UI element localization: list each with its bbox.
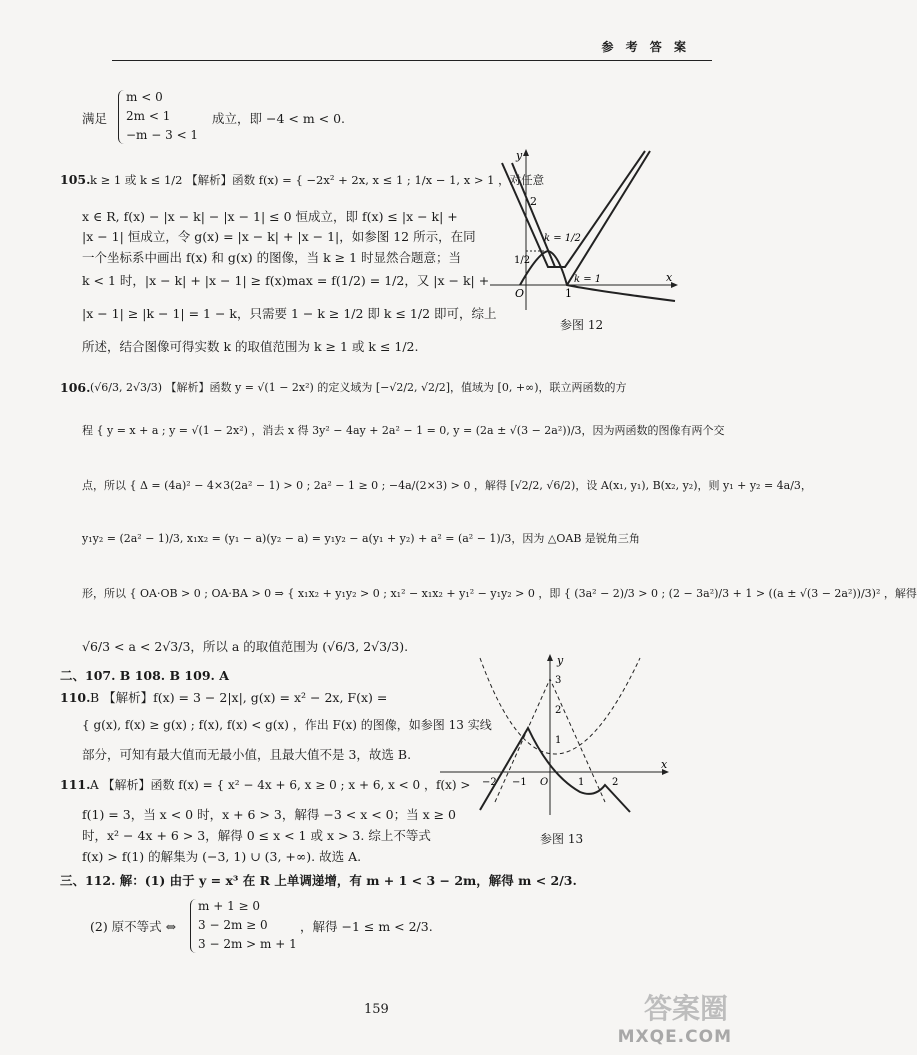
question-105-line-f: |x − 1| ≥ |k − 1| = 1 − k，只需要 1 − k ≥ 1/2 即 k ≤ 1/2 即可，综上 <box>82 306 497 321</box>
section-3-q112-part1: 三、112. 解：(1) 由于 y = x³ 在 R 上单调递增，有 m + 1 < 3 − 2m，解得 m < 2/3. <box>60 873 577 888</box>
figure-12-caption: 参图 12 <box>560 318 604 332</box>
g-curve-k-half <box>502 151 645 267</box>
question-105-line-e: k < 1 时，|x − k| + |x − 1| ≥ f(x)max = f(1/2) = 1/2，又 |x − k| + <box>82 273 490 288</box>
brace <box>190 899 196 953</box>
text-l1-suffix: 成立，即 −4 < m < 0. <box>212 111 346 126</box>
figure-13-caption: 参图 13 <box>540 832 584 846</box>
question-111-line-d: f(x) > f(1) 的解集为 (−3, 1) ∪ (3, +∞). 故选 A. <box>82 849 362 864</box>
question-110-line-c: 部分，可知有最大值而无最小值，且最大值不是 3，故选 B. <box>82 747 412 762</box>
page-header-title: 参 考 答 案 <box>601 40 690 54</box>
question-106-line-a: (√6/3, 2√3/3) 【解析】函数 y = √(1 − 2x²) 的定义域为 [−√2/2, √2/2]，值域为 [0, +∞)，联立两函数的方 <box>90 381 627 394</box>
question-110-number: 110. <box>60 690 91 705</box>
q112-part2-prefix: (2) 原不等式 ⇔ <box>90 919 177 934</box>
q112-part2-suffix: ，解得 −1 ≤ m < 2/3. <box>300 919 433 934</box>
system-line: m + 1 ≥ 0 <box>198 899 261 913</box>
x-tick-neg1: −1 <box>512 777 527 788</box>
question-105-line-g: 所述，结合图像可得实数 k 的取值范围为 k ≥ 1 或 k ≤ 1/2. <box>82 339 419 354</box>
tick-1: 1 <box>565 287 572 300</box>
x-axis-label: x <box>661 758 668 771</box>
x-tick-neg2: −2 <box>482 777 497 788</box>
header-rule <box>112 60 712 61</box>
question-105-number: 105. <box>60 172 91 187</box>
question-110-line-a: B 【解析】f(x) = 3 − 2|x|, g(x) = x² − 2x, F(x) = <box>90 690 388 705</box>
system-line: 2m < 1 <box>126 109 171 123</box>
origin-label: O <box>515 287 525 300</box>
page-number: 159 <box>364 1002 389 1017</box>
x-tick-2: 2 <box>612 777 619 788</box>
x-tick-1: 1 <box>578 777 585 788</box>
question-105-line-b: x ∈ R, f(x) − |x − k| − |x − 1| ≤ 0 恒成立，即 f(x) ≤ |x − k| + <box>82 209 458 224</box>
question-111-line-a: A 【解析】函数 f(x) = { x² − 4x + 6, x ≥ 0 ; x + 6, x < 0 ，f(x) > <box>90 778 471 792</box>
y-axis-label: y <box>516 149 523 162</box>
question-111-number: 111. <box>60 777 91 792</box>
system-q112 <box>198 898 297 952</box>
section-2-answers: 二、107. B 108. B 109. A <box>60 668 229 683</box>
figure-13 <box>435 650 685 825</box>
question-111-line-b: f(1) = 3，当 x < 0 时，x + 6 > 3，解得 −3 < x < 0；当 x ≥ 0 <box>82 807 457 822</box>
question-106-line-e: 形，所以 { OA·OB > 0 ; OA·BA > 0 ⇒ { x₁x₂ + y₁y₂ > 0 ; x₁² − x₁x₂ + y₁² − y₁y₂ > 0 ，即 { (3a² − 2)/3 > 0 ; (2 − 3a²)/3 + 1 > ((a ± √(3 − 2a²))/3)² ，解得 <box>82 587 917 600</box>
label-k-half: k = 1/2 <box>544 233 581 244</box>
system-line: 3 − 2m ≥ 0 <box>198 918 268 932</box>
system-l1 <box>126 89 198 143</box>
label-k-one: k = 1 <box>574 274 602 285</box>
text-l1-prefix: 满足 <box>82 111 108 126</box>
question-106-line-f: √6/3 < a < 2√3/3，所以 a 的取值范围为 (√6/3, 2√3/3). <box>82 639 409 654</box>
system-line: m < 0 <box>126 90 163 104</box>
question-105-line-c: |x − 1| 恒成立，令 g(x) = |x − k| + |x − 1|，如参图 12 所示，在同 <box>82 229 476 244</box>
y-axis-arrow <box>523 149 529 156</box>
y-tick-3: 3 <box>555 675 562 686</box>
question-111-line-c: 时，x² − 4x + 6 > 3，解得 0 ≤ x < 1 或 x > 3. 综上不等式 <box>82 828 431 843</box>
watermark-url: MXQE.COM <box>617 1027 732 1047</box>
figure-12 <box>490 145 690 345</box>
watermark-logo: 答案圈 <box>643 992 728 1025</box>
question-106-number: 106. <box>60 380 91 395</box>
question-106-line-c: 点，所以 { Δ = (4a)² − 4×3(2a² − 1) > 0 ; 2a² − 1 ≥ 0 ; −4a/(2×3) > 0 ，解得 [√2/2, √6/2)，设 A(x₁, y₁), B(x₂, y₂)，则 y₁ + y₂ = 4a/3， <box>82 479 812 492</box>
y-tick-2: 2 <box>555 705 562 716</box>
question-110-line-b: { g(x), f(x) ≥ g(x) ; f(x), f(x) < g(x) ，作出 F(x) 的图像，如参图 13 实线 <box>82 718 492 732</box>
y-tick-1: 1 <box>555 735 562 746</box>
question-106-line-b: 程 { y = x + a ; y = √(1 − 2x²) ，消去 x 得 3y² − 4ay + 2a² − 1 = 0, y = (2a ± √(3 − 2a²))/3，因为两函数的图像有两个交 <box>82 424 725 437</box>
origin-label: O <box>540 777 549 788</box>
brace <box>118 90 124 144</box>
question-106-line-d: y₁y₂ = (2a² − 1)/3, x₁x₂ = (y₁ − a)(y₂ − a) = y₁y₂ − a(y₁ + y₂) + a² = (a² − 1)/3，因为 △OAB 是锐角三角 <box>82 532 640 545</box>
y-axis-arrow <box>547 654 553 661</box>
tick-half: 1/2 <box>514 255 531 266</box>
question-105-line-d: 一个坐标系中画出 f(x) 和 g(x) 的图像，当 k ≥ 1 时显然合题意；当 <box>82 250 462 265</box>
question-105-line-a: k ≥ 1 或 k ≤ 1/2 【解析】函数 f(x) = { −2x² + 2x, x ≤ 1 ; 1/x − 1, x > 1 ，对任意 <box>90 173 545 187</box>
y-axis-label: y <box>557 654 564 667</box>
x-axis-label: x <box>666 271 673 284</box>
system-line: 3 − 2m > m + 1 <box>198 937 297 951</box>
system-line: −m − 3 < 1 <box>126 128 199 142</box>
tick-2: 2 <box>530 195 537 208</box>
